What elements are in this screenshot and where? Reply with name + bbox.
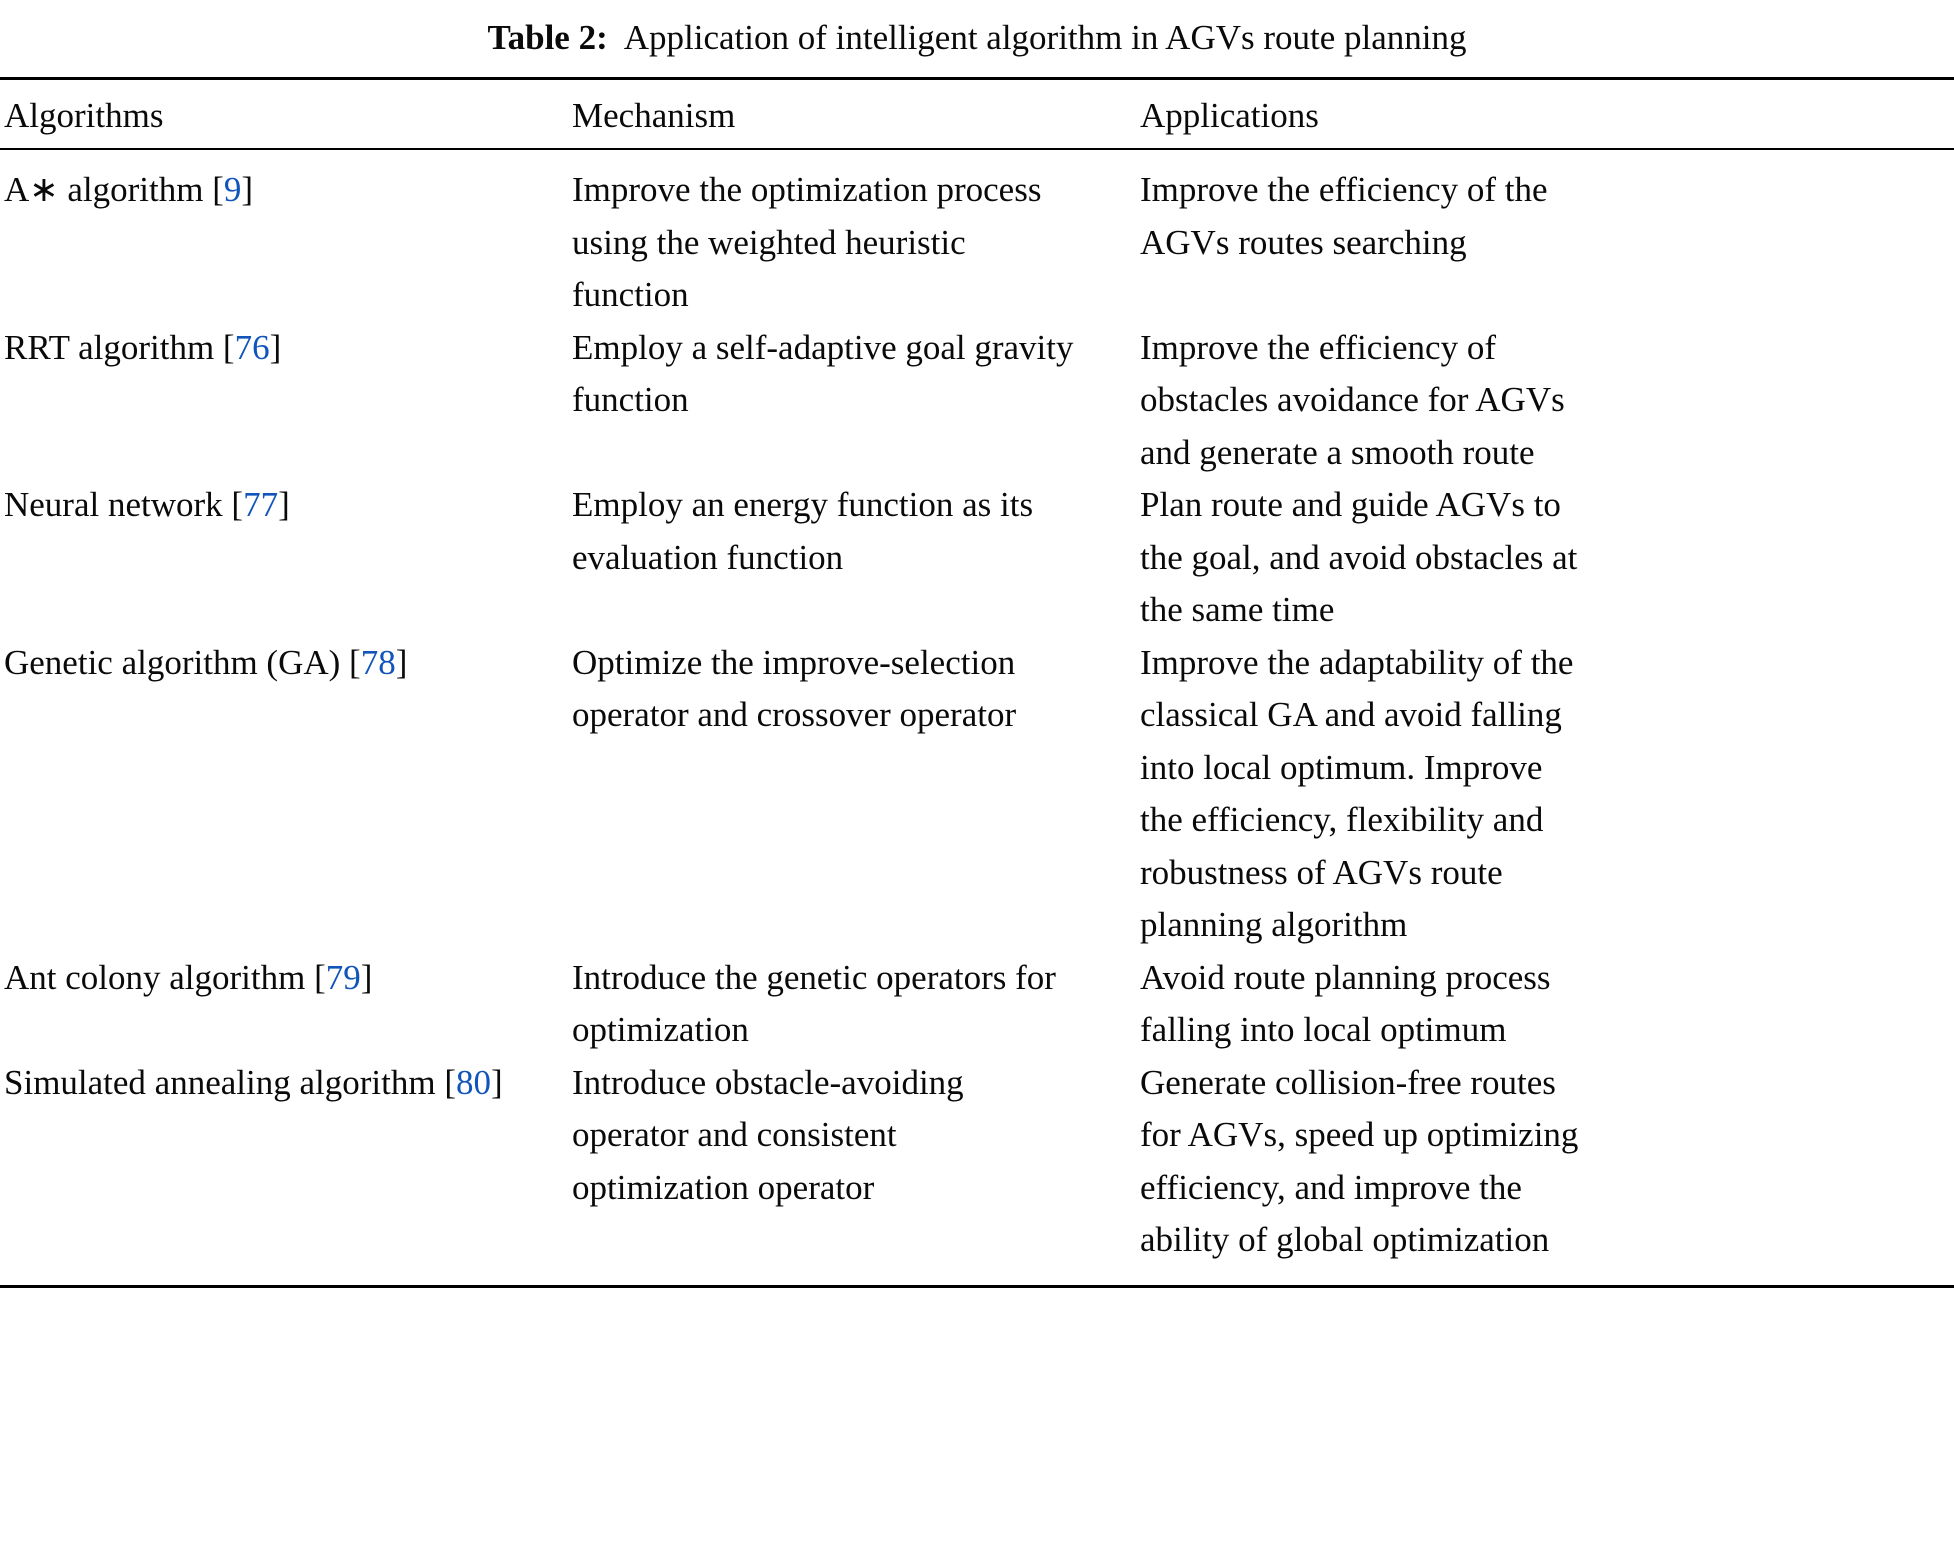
cell-algorithm [0,637,572,952]
citation-link[interactable]: 76 [234,327,270,367]
cell-algorithm [0,479,572,637]
algorithm-name: Ant colony algorithm [79] [4,957,373,997]
algorithm-name: Neural network [77] [4,485,290,525]
cell-mechanism [572,322,1140,480]
cell-algorithm [0,322,572,480]
citation-link[interactable]: 79 [325,957,361,997]
cell-applications [1140,149,1954,322]
applications-text: Plan route and guide AGVs to the goal, and avoid obstacles at the same time [1140,485,1578,630]
cell-applications [1140,637,1954,952]
table-row [0,479,1954,637]
citation-link[interactable]: 80 [455,1062,491,1102]
mechanism-text: Introduce obstacle-avoiding operator and consistent optimization operator [572,1062,964,1207]
mechanism-text: Employ a self-adaptive goal gravity function [572,327,1074,420]
applications-text: Avoid route planning process falling into local optimum [1140,957,1551,1050]
cell-algorithm [0,149,572,322]
mechanism-text: Employ an energy function as its evaluation function [572,485,1034,577]
table-row [0,322,1954,480]
table-row [0,1057,1954,1287]
agv-algorithms-table [0,77,1954,1288]
column-header-applications: Applications [1140,79,1954,150]
table-caption-text: Application of intelligent algorithm in AGVs route planning [623,18,1467,57]
cell-mechanism [572,637,1140,952]
table-row [0,149,1954,322]
cell-algorithm [0,1057,572,1287]
cell-applications [1140,479,1954,637]
cell-algorithm [0,952,572,1057]
applications-text: Improve the adaptability of the classical GA and avoid falling into local optimum. Improve the efficiency, flexibility and robustness of AGVs route planning algorithm [1140,642,1574,945]
applications-text: Improve the efficiency of the AGVs routes searching [1140,170,1548,262]
applications-text: Improve the efficiency of obstacles avoidance for AGVs and generate a smooth route [1140,327,1565,472]
algorithm-name: Genetic algorithm (GA) [78] [4,642,408,682]
mechanism-text: Optimize the improve-selection operator and crossover operator [572,642,1017,735]
table-caption-label: Table 2: [487,18,608,57]
cell-applications [1140,952,1954,1057]
cell-mechanism [572,149,1140,322]
table-row [0,637,1954,952]
mechanism-text: Improve the optimization process using the weighted heuristic function [572,170,1042,315]
citation-link[interactable]: 77 [243,485,279,525]
mechanism-text: Introduce the genetic operators for optimization [572,957,1056,1050]
algorithm-name: Simulated annealing algorithm [80] [4,1062,503,1102]
column-header-algorithms: Algorithms [0,79,572,150]
algorithm-name: RRT algorithm [76] [4,327,282,367]
cell-mechanism [572,1057,1140,1287]
table-caption [0,8,1954,77]
header-row [0,79,1954,150]
applications-text: Generate collision-free routes for AGVs, speed up optimizing efficiency, and improve the ability of global optimization [1140,1062,1579,1260]
cell-mechanism [572,952,1140,1057]
cell-mechanism [572,479,1140,637]
cell-applications [1140,322,1954,480]
cell-applications [1140,1057,1954,1287]
algorithm-name: A∗ algorithm [9] [4,170,253,210]
column-header-mechanism: Mechanism [572,79,1140,150]
table-row [0,952,1954,1057]
citation-link[interactable]: 78 [360,642,396,682]
citation-link[interactable]: 9 [223,170,242,210]
